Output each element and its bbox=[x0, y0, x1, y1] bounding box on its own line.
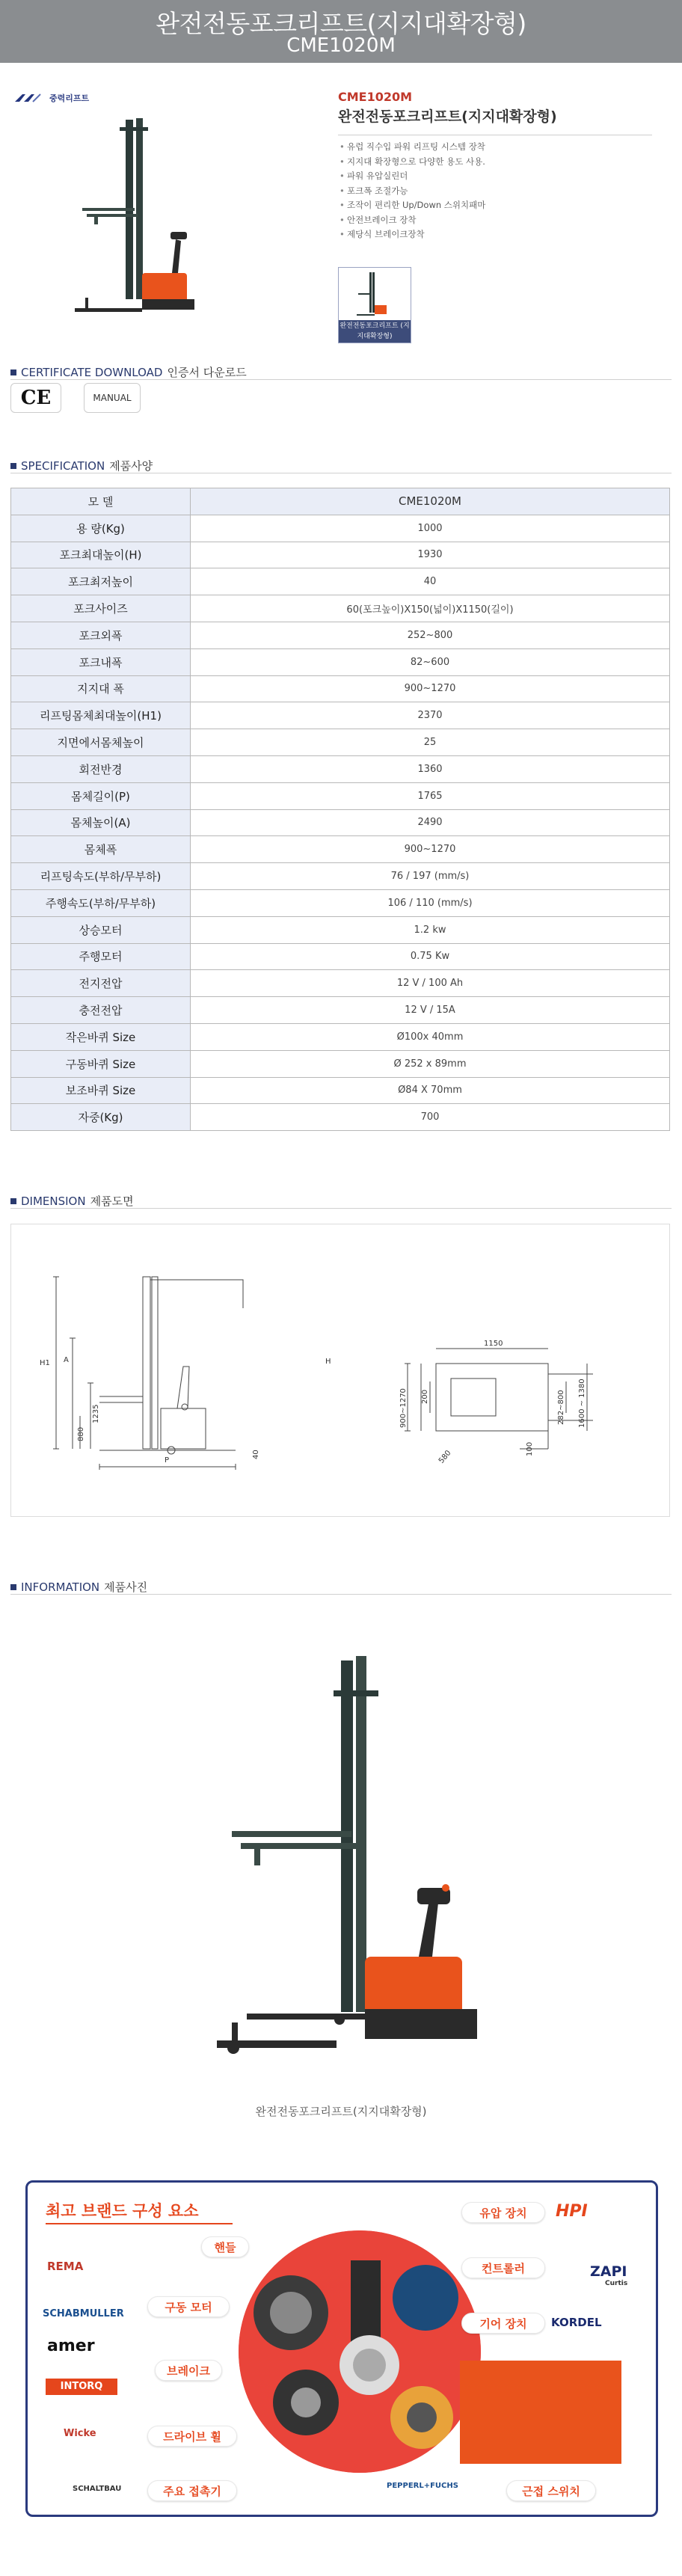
pill-controller: 컨트롤러 bbox=[461, 2257, 545, 2278]
product-info bbox=[338, 90, 652, 242]
section-divider bbox=[10, 1208, 672, 1209]
spec-value: 12 V / 15A bbox=[191, 997, 670, 1024]
spec-table-body bbox=[11, 515, 670, 1130]
spec-row bbox=[11, 997, 670, 1024]
spec-label: 보조바퀴 Size bbox=[11, 1077, 191, 1104]
dim-label-p: P bbox=[165, 1456, 170, 1465]
section-divider bbox=[10, 1594, 672, 1595]
spec-label: 지면에서몸체높이 bbox=[11, 729, 191, 756]
pill-brake: 브레이크 bbox=[155, 2360, 222, 2381]
spec-label: 자중(Kg) bbox=[11, 1104, 191, 1131]
spec-label: 충전전압 bbox=[11, 997, 191, 1024]
spec-value: 1765 bbox=[191, 782, 670, 809]
certificate-heading: CERTIFICATE DOWNLOAD 인증서 다운로드 bbox=[10, 364, 247, 380]
spec-label: 몸체높이(A) bbox=[11, 809, 191, 836]
pill-drive-wheel: 드라이브 휠 bbox=[147, 2426, 237, 2447]
logo-schaltbau: SCHALTBAU bbox=[73, 2485, 122, 2493]
brand-logo bbox=[13, 91, 89, 105]
spec-value: 76 / 197 (mm/s) bbox=[191, 863, 670, 890]
spec-row bbox=[11, 568, 670, 595]
spec-value: 0.75 Kw bbox=[191, 943, 670, 970]
spec-label: 구동바퀴 Size bbox=[11, 1050, 191, 1077]
spec-label: 작은바퀴 Size bbox=[11, 1023, 191, 1050]
feature-item: • 포크폭 조절가능 bbox=[338, 184, 652, 199]
product-thumbnail[interactable] bbox=[338, 267, 411, 343]
spec-value: 2370 bbox=[191, 702, 670, 729]
brand-name: 중력리프트 bbox=[49, 93, 90, 103]
bullet-square-icon bbox=[10, 463, 16, 469]
bullet-square-icon bbox=[10, 1198, 16, 1204]
spec-value: Ø 252 x 89mm bbox=[191, 1050, 670, 1077]
spec-row bbox=[11, 595, 670, 622]
spec-header-model: CME1020M bbox=[191, 488, 670, 515]
spec-label: 포크최저높이 bbox=[11, 568, 191, 595]
logo-schabmuller: SCHABMULLER bbox=[43, 2308, 124, 2319]
logo-zapi: ZAPI bbox=[590, 2263, 627, 2280]
dim-label-282: 282~800 bbox=[557, 1390, 565, 1425]
spec-row bbox=[11, 515, 670, 542]
spec-label: 전지전압 bbox=[11, 970, 191, 997]
spec-label: 주행모터 bbox=[11, 943, 191, 970]
product-image bbox=[67, 112, 239, 337]
bullet-square-icon bbox=[10, 1584, 16, 1590]
dim-label-880: 880 bbox=[77, 1426, 85, 1441]
feature-item: • 지지대 확장형으로 다양한 용도 사용. bbox=[338, 155, 652, 170]
spec-label: 용 량(Kg) bbox=[11, 515, 191, 542]
page-header bbox=[0, 0, 682, 63]
logo-amer: amer bbox=[47, 2337, 95, 2355]
spec-row bbox=[11, 755, 670, 782]
feature-note-box bbox=[460, 2361, 621, 2464]
spec-row bbox=[11, 782, 670, 809]
information-heading: INFORMATION 제품사진 bbox=[10, 1579, 147, 1595]
page-title: 완전전동포크리프트(지지대확장형) bbox=[156, 9, 526, 38]
spec-row bbox=[11, 702, 670, 729]
spec-row bbox=[11, 729, 670, 756]
product-photo-caption: 완전전동포크리프트(지지대확장형) bbox=[255, 2105, 427, 2118]
spec-value: Ø84 X 70mm bbox=[191, 1077, 670, 1104]
spec-value: 40 bbox=[191, 568, 670, 595]
spec-row bbox=[11, 622, 670, 648]
pill-handle: 핸들 bbox=[201, 2236, 249, 2257]
spec-label: 포크외폭 bbox=[11, 622, 191, 648]
spec-value: 60(포크높이)X150(넓이)X1150(길이) bbox=[191, 595, 670, 622]
section-divider bbox=[10, 379, 672, 380]
spec-label: 포크최대높이(H) bbox=[11, 542, 191, 568]
spec-row bbox=[11, 970, 670, 997]
dimension-drawing bbox=[10, 1224, 670, 1517]
spec-value: 82~600 bbox=[191, 648, 670, 675]
dim-label-200: 200 bbox=[421, 1389, 429, 1404]
bullet-square-icon bbox=[10, 369, 16, 375]
spec-value: 25 bbox=[191, 729, 670, 756]
ce-certificate-button[interactable]: CE bbox=[10, 383, 61, 413]
page-model: CME1020M bbox=[286, 34, 396, 57]
spec-row bbox=[11, 889, 670, 916]
brand-mark-icon bbox=[13, 91, 43, 105]
pill-main-contactor: 주요 접촉기 bbox=[147, 2480, 237, 2501]
dim-label-900: 900~1270 bbox=[399, 1388, 408, 1428]
manual-download-button[interactable]: MANUAL bbox=[84, 383, 141, 413]
spec-row bbox=[11, 916, 670, 943]
spec-label: 몸체폭 bbox=[11, 836, 191, 863]
logo-curtis: Curtis bbox=[605, 2280, 628, 2287]
pill-hydraulic: 유압 장치 bbox=[461, 2202, 545, 2223]
feature-item: • 유럽 직수입 파워 리프팅 시스템 장착 bbox=[338, 140, 652, 155]
thumbnail-image bbox=[357, 271, 394, 320]
dimension-diagram bbox=[11, 1224, 671, 1518]
spec-row bbox=[11, 1023, 670, 1050]
pill-proximity-switch: 근접 스위치 bbox=[506, 2480, 596, 2501]
logo-wicke: Wicke bbox=[64, 2428, 96, 2439]
pill-gear: 기어 장치 bbox=[461, 2313, 545, 2334]
spec-label: 포크사이즈 bbox=[11, 595, 191, 622]
logo-kordel: KORDEL bbox=[551, 2316, 602, 2329]
spec-label: 주행속도(부하/무부하) bbox=[11, 889, 191, 916]
spec-value: 700 bbox=[191, 1104, 670, 1131]
dim-label-40: 40 bbox=[252, 1450, 260, 1459]
spec-row bbox=[11, 943, 670, 970]
spec-value: 252~800 bbox=[191, 622, 670, 648]
dim-label-1600: 1600 ~ 1380 bbox=[578, 1379, 586, 1428]
logo-rema: REMA bbox=[47, 2260, 84, 2273]
spec-value: 2490 bbox=[191, 809, 670, 836]
spec-label: 리프팅몸체최대높이(H1) bbox=[11, 702, 191, 729]
spec-row bbox=[11, 836, 670, 863]
spec-label: 상승모터 bbox=[11, 916, 191, 943]
pill-drive-motor: 구동 모터 bbox=[147, 2296, 230, 2317]
dim-label-1235: 1235 bbox=[92, 1404, 100, 1423]
dim-label-1150: 1150 bbox=[484, 1340, 503, 1348]
product-photo bbox=[217, 1653, 486, 2102]
spec-value: 900~1270 bbox=[191, 675, 670, 702]
feature-item: • 제당식 브레이크장착 bbox=[338, 227, 652, 242]
feature-list bbox=[338, 140, 652, 242]
spec-table bbox=[10, 488, 670, 1131]
spec-label: 리프팅속도(부하/무부하) bbox=[11, 863, 191, 890]
logo-intorq: INTORQ bbox=[46, 2379, 117, 2395]
spec-value: Ø100x 40mm bbox=[191, 1023, 670, 1050]
feature-item: • 안전브레이크 장착 bbox=[338, 213, 652, 228]
dim-label-h1: H1 bbox=[40, 1359, 50, 1367]
thumbnail-caption: 완전전동포크리프트 (지지대확장형) bbox=[339, 320, 411, 343]
dim-label-100: 100 bbox=[526, 1441, 534, 1456]
feature-item: • 조작이 편리한 Up/Down 스위치패마 bbox=[338, 198, 652, 213]
feature-item: • 파워 유압실린더 bbox=[338, 169, 652, 184]
dim-label-h: H bbox=[325, 1358, 331, 1366]
spec-label: 지지대 폭 bbox=[11, 675, 191, 702]
dim-label-580: 580 bbox=[437, 1449, 453, 1465]
spec-value: 1360 bbox=[191, 755, 670, 782]
spec-value: 1.2 kw bbox=[191, 916, 670, 943]
spec-row bbox=[11, 542, 670, 568]
spec-label: 몸체길이(P) bbox=[11, 782, 191, 809]
dim-label-a: A bbox=[64, 1356, 69, 1364]
spec-header-row bbox=[11, 488, 670, 515]
logo-pepperl-fuchs: PEPPERL+FUCHS bbox=[387, 2482, 458, 2490]
spec-row bbox=[11, 1077, 670, 1104]
spec-label: 포크내폭 bbox=[11, 648, 191, 675]
product-name: 완전전동포크리프트(지지대확장형) bbox=[338, 108, 557, 125]
product-code: CME1020M bbox=[338, 90, 413, 104]
brand-components-panel bbox=[25, 2180, 658, 2517]
spec-header-label: 모 델 bbox=[11, 488, 191, 515]
logo-hpi: HPI bbox=[556, 2202, 588, 2221]
spec-value: 1000 bbox=[191, 515, 670, 542]
brand-components-title: 최고 브랜드 구성 요소 bbox=[46, 2202, 199, 2220]
components-collage bbox=[239, 2230, 481, 2473]
spec-row bbox=[11, 809, 670, 836]
spec-row bbox=[11, 675, 670, 702]
spec-row bbox=[11, 648, 670, 675]
spec-row bbox=[11, 863, 670, 890]
spec-value: 12 V / 100 Ah bbox=[191, 970, 670, 997]
spec-row bbox=[11, 1104, 670, 1131]
spec-heading: SPECIFICATION 제품사양 bbox=[10, 458, 153, 473]
dimension-heading: DIMENSION 제품도면 bbox=[10, 1193, 134, 1209]
title-underline bbox=[46, 2223, 233, 2224]
spec-value: 106 / 110 (mm/s) bbox=[191, 889, 670, 916]
spec-value: 1930 bbox=[191, 542, 670, 568]
spec-value: 900~1270 bbox=[191, 836, 670, 863]
spec-label: 회전반경 bbox=[11, 755, 191, 782]
components-circle-image bbox=[239, 2230, 481, 2473]
spec-row bbox=[11, 1050, 670, 1077]
